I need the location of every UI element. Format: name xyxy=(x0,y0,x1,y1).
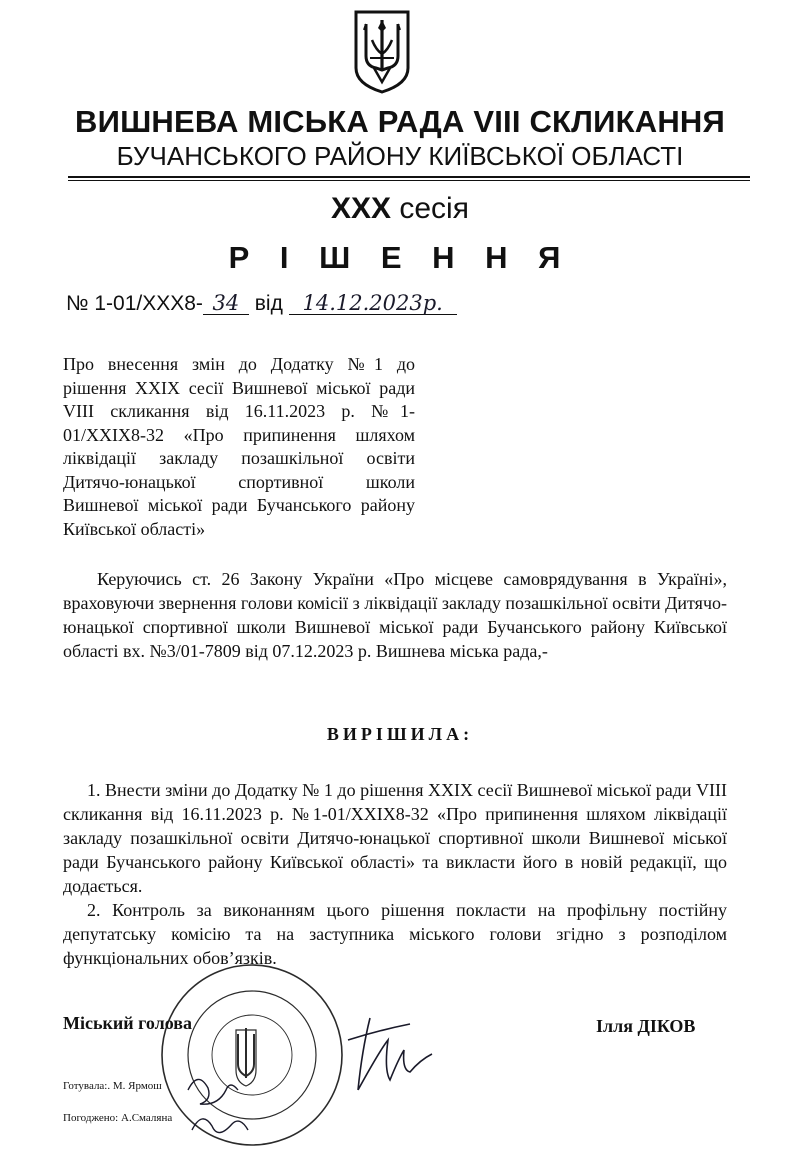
preamble-paragraph: Керуючись ст. 26 Закону України «Про місцеве самоврядування в Україні», враховуючи звернення голови комісії з ліквідації закладу позашкільної освіти Дитячо-юнацької спортивної школи Вишневої міської ради Бучанського району Київської області вх. №3/01-7809 від 07.12.2023 р. Вишнева міська рада,- xyxy=(63,569,727,661)
session-word: сесія xyxy=(399,192,469,225)
mayor-title: Міський голова xyxy=(63,1013,192,1033)
session-number: XXX xyxy=(331,192,392,225)
mayor-signature xyxy=(340,1010,440,1105)
decision-subject: Про внесення змін до Додатку №1 до рішення XXIX сесії Вишневої міської ради VIII скликання від 16.11.2023 р. №1-01/XXIX8-32 «Про припинення шляхом ліквідації закладу позашкільної освіти Дитячо-юнацької спортивної школи Вишневої міської ради Бучанського району Київської області» xyxy=(63,354,415,539)
resolution-item-2: 2. Контроль за виконанням цього рішення покласти на профільну постійну депутатську комісію та на заступника міського голови згідно з розподілом функціональних обов’язків. xyxy=(63,900,727,968)
approval-initials xyxy=(178,1060,258,1150)
session-line xyxy=(0,192,800,226)
council-name: ВИШНЕВА МІСЬКА РАДА VIII СКЛИКАННЯ xyxy=(75,104,725,139)
trident-coat-of-arms-icon xyxy=(352,10,412,94)
handwritten-date: 14.12.2023р. xyxy=(289,292,457,315)
prepared-label: Готувала:. xyxy=(63,1080,111,1092)
number-prefix: № 1-01/XXX8- xyxy=(66,292,203,315)
district-name: БУЧАНСЬКОГО РАЙОНУ КИЇВСЬКОЇ ОБЛАСТІ xyxy=(116,141,684,171)
handwritten-number: 34 xyxy=(203,292,249,315)
prepared-name: М. Ярмош xyxy=(112,1080,162,1092)
resolution-item-1: 1. Внести зміни до Додатку № 1 до рішення XXIX сесії Вишневої міської ради VIII скликання від 16.11.2023 р. №1-01/XXIX8-32 «Про припинення шляхом ліквідації закладу позашкільної освіти Дитячо-юнацької спортивної школи Вишневої міської ради Бучанського району Київської області» та викласти його в новій редакції, що додається. xyxy=(63,780,727,896)
header-rule-thick xyxy=(68,176,750,178)
agreed-label: Погоджено: xyxy=(63,1112,119,1124)
mayor-name: Ілля ДІКОВ xyxy=(596,1016,696,1036)
document-type-title: Р І Ш Е Н Н Я xyxy=(228,240,572,275)
resolution-items xyxy=(63,778,727,970)
prepared-by xyxy=(63,1080,162,1092)
decision-number-line xyxy=(66,292,457,316)
agreed-by xyxy=(63,1112,172,1124)
date-prefix: від xyxy=(254,292,283,315)
resolved-heading: ВИРІШИЛА: xyxy=(326,724,474,744)
header-rule-thin xyxy=(68,180,750,181)
agreed-name: А.Смаляна xyxy=(121,1112,173,1124)
